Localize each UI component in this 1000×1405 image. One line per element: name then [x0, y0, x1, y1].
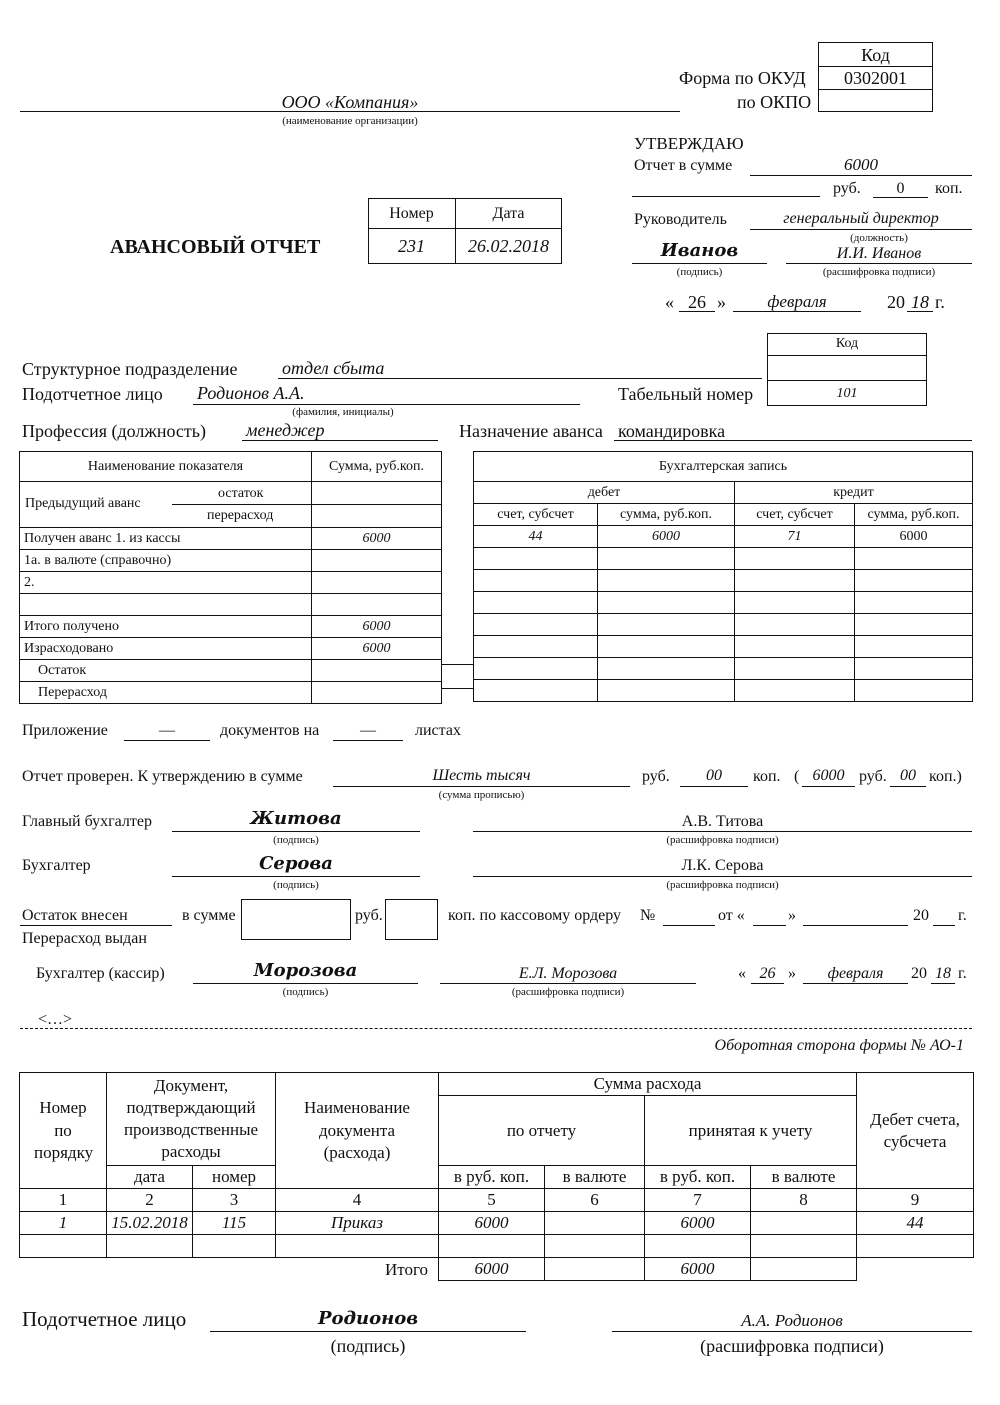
cashier-month: февраля — [827, 965, 884, 982]
h-debit: Дебет счета, субсчета — [857, 1073, 974, 1189]
cash-sum-label: в сумме — [182, 907, 236, 924]
row-date: 15.02.2018 — [107, 1212, 193, 1235]
person-name: Родионов А.А. — [197, 383, 305, 403]
cashier-q-open: « — [738, 965, 746, 982]
okud-form-label: Форма по ОКУД — [679, 68, 806, 88]
acc-d-account-h: счет, субсчет — [474, 504, 598, 526]
date-label: Дата — [492, 205, 525, 222]
row-report-rub: 6000 — [439, 1212, 545, 1235]
col-num-9: 9 — [857, 1189, 974, 1212]
position-caption: (должность) — [850, 232, 908, 244]
doc-number: 231 — [398, 236, 425, 256]
h-doc-name: Наименование документа (расхода) — [276, 1073, 439, 1189]
approve-q-close: » — [717, 292, 726, 312]
total-label: Итого — [384, 1259, 429, 1279]
h-date: дата — [107, 1166, 193, 1189]
in-currency: 1а. в валюте (справочно) — [20, 550, 312, 572]
prof-value: менеджер — [246, 420, 325, 440]
attach-docs-label: документов на — [220, 722, 320, 739]
approve-year: 18 — [911, 292, 929, 312]
report-rub: руб. — [833, 180, 861, 197]
cashier-decode-caption: (расшифровка подписи) — [511, 986, 625, 998]
head-decode-caption: (расшифровка подписи) — [822, 266, 936, 278]
cashier-signature: Морозова — [253, 960, 358, 981]
acc-d-account: 44 — [474, 526, 598, 548]
row-no: 115 — [193, 1212, 276, 1235]
cash-rub: руб. — [355, 907, 383, 924]
cashier-day: 26 — [759, 965, 776, 982]
ellipsis: <…> — [38, 1011, 73, 1028]
acc-c-sum: 6000 — [855, 526, 973, 548]
doc-date: 26.02.2018 — [468, 236, 549, 256]
row-report-cur — [545, 1212, 645, 1235]
footer-sig-caption: (подпись) — [330, 1336, 406, 1356]
total-acc: 6000 — [645, 1258, 751, 1281]
cash-rest-label: Остаток внесен — [22, 907, 128, 924]
purpose-label: Назначение аванса — [459, 421, 603, 441]
acc-debit: дебет — [474, 482, 735, 504]
h-doc: Документ, подтверждающий производственные расходы — [107, 1073, 276, 1166]
tab-label: Табельный номер — [618, 384, 754, 404]
col-num-4: 4 — [276, 1189, 439, 1212]
accounting-table — [473, 451, 973, 702]
col-num-7: 7 — [645, 1189, 751, 1212]
spent-sum: 6000 — [312, 638, 442, 660]
dept-value: отдел сбыта — [282, 358, 385, 378]
attach-label: Приложение — [22, 722, 108, 739]
total-report: 6000 — [439, 1258, 545, 1281]
prev-advance: Предыдущий аванс — [25, 496, 141, 511]
cashier-year-suffix: г. — [958, 965, 967, 982]
accountant-sig-caption: (подпись) — [273, 879, 319, 891]
check-kop-val: 00 — [706, 767, 722, 784]
tab-value: 101 — [836, 386, 858, 401]
cash-close-q: » — [788, 907, 796, 924]
cash-no: № — [640, 907, 656, 924]
cashier-year-prefix: 20 — [911, 965, 927, 982]
cash-year-prefix: 20 — [913, 907, 929, 924]
check-rub: руб. — [642, 768, 670, 785]
acc-d-sum-h: сумма, руб.коп. — [598, 504, 735, 526]
h-sum: Сумма расхода — [439, 1073, 857, 1096]
advance-table — [19, 451, 442, 704]
spent: Израсходовано — [20, 638, 312, 660]
row-debit: 44 — [857, 1212, 974, 1235]
attach-docs: — — [159, 722, 175, 739]
accountant-signature: Серова — [259, 853, 333, 874]
cash-from: от « — [718, 907, 745, 924]
h-accepted: принятая к учету — [645, 1096, 857, 1166]
approve-year-prefix: 20 — [887, 292, 905, 312]
row-name: Приказ — [276, 1212, 439, 1235]
report-kop: коп. — [935, 180, 963, 197]
okpo-label: по ОКПО — [737, 92, 812, 112]
cash-over-label: Перерасход выдан — [22, 930, 147, 947]
check-kop2-val: 00 — [900, 767, 916, 784]
cash-kop-box — [385, 899, 438, 940]
check-words-caption: (сумма прописью) — [438, 789, 525, 801]
accountant-decode-caption: (расшифровка подписи) — [666, 879, 779, 891]
prev-pererashod: перерасход — [207, 508, 274, 523]
rest: Остаток — [20, 660, 312, 682]
report-sum: 6000 — [844, 155, 878, 174]
h-report: по отчету — [439, 1096, 645, 1166]
org-caption: (наименование организации) — [282, 115, 418, 127]
number-label: Номер — [389, 205, 434, 222]
acc-d-sum: 6000 — [598, 526, 735, 548]
total-received-sum: 6000 — [312, 616, 442, 638]
acc-c-account-h: счет, субсчет — [735, 504, 855, 526]
doc-title: АВАНСОВЫЙ ОТЧЕТ — [110, 236, 321, 258]
h-no: номер — [193, 1166, 276, 1189]
head-position: генеральный директор — [783, 210, 939, 227]
attach-sheets-label: листах — [415, 722, 461, 739]
col-num-2: 2 — [107, 1189, 193, 1212]
chief-decode-caption: (расшифровка подписи) — [666, 834, 779, 846]
accountant-decode: Л.К. Серова — [681, 857, 764, 874]
approve-year-suffix: г. — [935, 292, 945, 312]
col-num-6: 6 — [545, 1189, 645, 1212]
h-acc-cur: в валюте — [751, 1166, 857, 1189]
expense-table — [19, 1072, 974, 1281]
report-kop-value: 0 — [896, 180, 905, 197]
h-name: Наименование показателя — [20, 452, 312, 482]
table-row — [20, 1212, 974, 1235]
cashier-decode: Е.Л. Морозова — [518, 965, 618, 982]
chief-label: Главный бухгалтер — [22, 813, 152, 830]
cash-kop-order: коп. по кассовому ордеру — [448, 907, 622, 924]
acc-c-account: 71 — [735, 526, 855, 548]
report-label: Отчет в сумме — [634, 157, 733, 174]
h-report-cur: в валюте — [545, 1166, 645, 1189]
head-signature: Иванов — [660, 240, 739, 261]
reverse-title: Оборотная сторона формы № АО-1 — [714, 1037, 964, 1054]
person-code-label: Код — [835, 336, 859, 351]
cut-line — [20, 1028, 972, 1029]
chief-signature: Житова — [250, 808, 342, 829]
person-label: Подотчетное лицо — [22, 384, 163, 404]
over: Перерасход — [20, 682, 312, 704]
footer-decode-caption: (расшифровка подписи) — [700, 1336, 884, 1356]
accountant-label: Бухгалтер — [22, 857, 91, 874]
col-num-1: 1 — [20, 1189, 107, 1212]
received: Получен аванс 1. из кассы — [20, 528, 312, 550]
check-num: 6000 — [812, 767, 845, 784]
attach-sheets: — — [360, 722, 376, 739]
acc-title: Бухгалтерская запись — [474, 452, 973, 482]
h-num: Номер по порядку — [20, 1073, 107, 1189]
row-num: 1 — [20, 1212, 107, 1235]
check-rub2: руб. — [859, 768, 887, 785]
org-name: ООО «Компания» — [281, 92, 419, 112]
received-sum: 6000 — [312, 528, 442, 550]
check-close: коп.) — [929, 768, 962, 785]
purpose-value: командировка — [618, 421, 726, 441]
okud-form-value: 0302001 — [844, 68, 907, 88]
cashier-label: Бухгалтер (кассир) — [36, 965, 165, 982]
footer-signature: Родионов — [317, 1308, 419, 1329]
head-label: Руководитель — [634, 211, 727, 228]
row-acc-rub: 6000 — [645, 1212, 751, 1235]
check-label: Отчет проверен. К утверждению в сумме — [22, 768, 303, 785]
dept-label: Структурное подразделение — [22, 359, 238, 379]
cash-year-suffix: г. — [958, 907, 967, 924]
cashier-sig-caption: (подпись) — [282, 986, 329, 998]
cashier-year: 18 — [935, 965, 951, 982]
row-2: 2. — [20, 572, 312, 594]
okud-code-header: Код — [861, 45, 890, 65]
check-open: ( — [794, 768, 800, 785]
head-decode: И.И. Иванов — [836, 245, 922, 262]
col-num-5: 5 — [439, 1189, 545, 1212]
check-words: Шесть тысяч — [432, 767, 531, 784]
acc-c-sum-h: сумма, руб.коп. — [855, 504, 973, 526]
h-sum: Сумма, руб.коп. — [312, 452, 442, 482]
total-received: Итого получено — [20, 616, 312, 638]
footer-decode: А.А. Родионов — [741, 1311, 843, 1330]
cash-rub-box — [241, 899, 351, 940]
h-acc-rub: в руб. коп. — [645, 1166, 751, 1189]
prev-ostatok: остаток — [218, 486, 264, 501]
cashier-q-close: » — [788, 965, 796, 982]
approve-q-open: « — [665, 292, 674, 312]
col-num-8: 8 — [751, 1189, 857, 1212]
person-name-caption: (фамилия, инициалы) — [292, 406, 394, 418]
footer-label: Подотчетное лицо — [22, 1307, 187, 1331]
chief-sig-caption: (подпись) — [273, 834, 319, 846]
acc-credit: кредит — [735, 482, 973, 504]
chief-decode: А.В. Титова — [681, 813, 764, 830]
row-acc-cur — [751, 1212, 857, 1235]
prof-label: Профессия (должность) — [22, 421, 206, 441]
approve-day: 26 — [688, 292, 706, 312]
h-report-rub: в руб. коп. — [439, 1166, 545, 1189]
approve-title: УТВЕРЖДАЮ — [634, 134, 744, 153]
approve-month: февраля — [767, 292, 827, 311]
col-num-3: 3 — [193, 1189, 276, 1212]
head-sig-caption: (подпись) — [676, 266, 723, 278]
check-kop: коп. — [753, 768, 781, 785]
